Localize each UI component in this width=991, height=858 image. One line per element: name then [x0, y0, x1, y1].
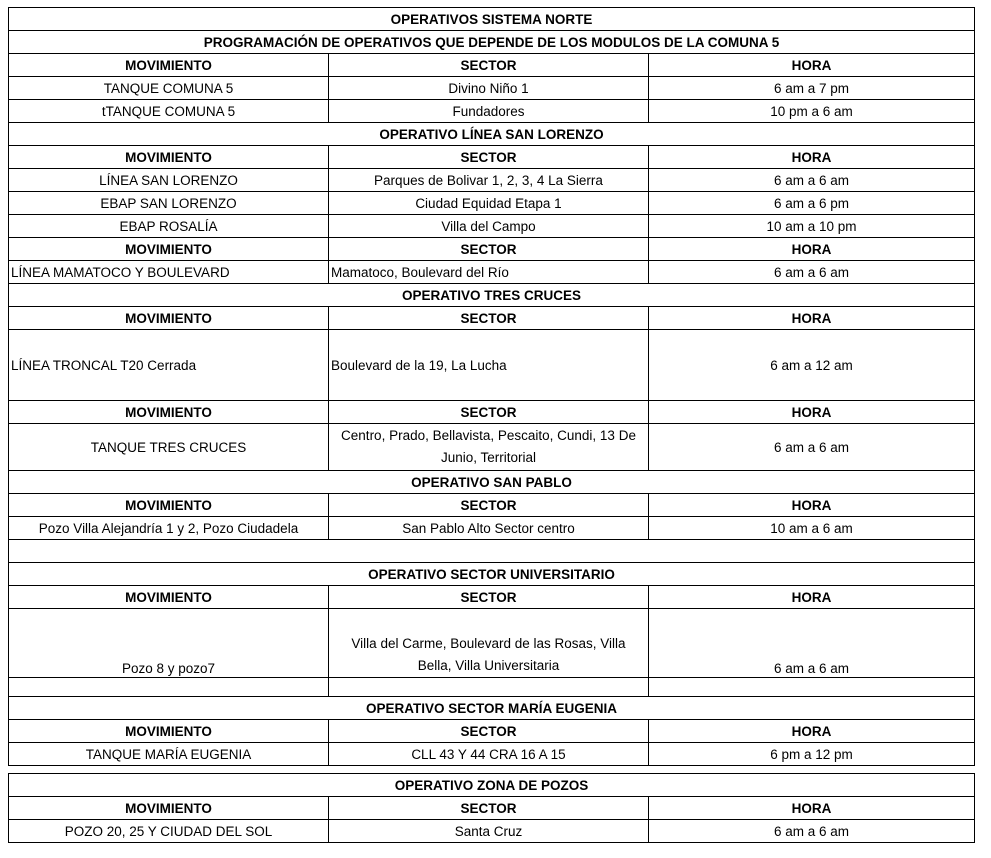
header-movimiento: MOVIMIENTO	[9, 307, 329, 330]
header-hora: HORA	[649, 797, 975, 820]
empty-row	[9, 540, 975, 563]
cell-movimiento: EBAP ROSALÍA	[9, 215, 329, 238]
header-movimiento: MOVIMIENTO	[9, 797, 329, 820]
header-hora: HORA	[649, 401, 975, 424]
header-movimiento: MOVIMIENTO	[9, 238, 329, 261]
header-hora: HORA	[649, 586, 975, 609]
cell-sector: Villa del Campo	[329, 215, 649, 238]
header-sector: SECTOR	[329, 494, 649, 517]
header-row	[9, 238, 975, 261]
cell-movimiento: TANQUE COMUNA 5	[9, 77, 329, 100]
header-sector: SECTOR	[329, 720, 649, 743]
table-row	[9, 517, 975, 540]
cell-movimiento: tTANQUE COMUNA 5	[9, 100, 329, 123]
header-sector: SECTOR	[329, 401, 649, 424]
cell-sector: Centro, Prado, Bellavista, Pescaito, Cundi, 13 De Junio, Territorial	[329, 424, 649, 471]
cell-sector: Villa del Carme, Boulevard de las Rosas, Villa Bella, Villa Universitaria	[329, 609, 649, 678]
header-hora: HORA	[649, 238, 975, 261]
header-sector: SECTOR	[329, 586, 649, 609]
header-row	[9, 720, 975, 743]
header-hora: HORA	[649, 54, 975, 77]
header-movimiento: MOVIMIENTO	[9, 401, 329, 424]
cell-movimiento: TANQUE MARÍA EUGENIA	[9, 743, 329, 766]
cell-sector: Divino Niño 1	[329, 77, 649, 100]
header-sector: SECTOR	[329, 307, 649, 330]
section-title-maria-eugenia: OPERATIVO SECTOR MARÍA EUGENIA	[9, 697, 975, 720]
table-row	[9, 169, 975, 192]
operativos-norte-table	[8, 7, 975, 766]
header-movimiento: MOVIMIENTO	[9, 494, 329, 517]
header-row	[9, 586, 975, 609]
cell-hora: 10 pm a 6 am	[649, 100, 975, 123]
table-row	[9, 609, 975, 678]
cell-hora: 10 am a 10 pm	[649, 215, 975, 238]
section-title-tres-cruces: OPERATIVO TRES CRUCES	[9, 284, 975, 307]
table-row	[9, 77, 975, 100]
table-row	[9, 743, 975, 766]
cell-hora: 6 am a 6 am	[649, 609, 975, 678]
cell-sector: Parques de Bolivar 1, 2, 3, 4 La Sierra	[329, 169, 649, 192]
table-subtitle: PROGRAMACIÓN DE OPERATIVOS QUE DEPENDE DE LOS MODULOS DE LA COMUNA 5	[9, 31, 975, 54]
cell-sector: Fundadores	[329, 100, 649, 123]
section-title-zona-pozos: OPERATIVO ZONA DE POZOS	[9, 774, 975, 797]
header-movimiento: MOVIMIENTO	[9, 146, 329, 169]
empty-row	[9, 678, 975, 697]
table-row	[9, 215, 975, 238]
table-row	[9, 100, 975, 123]
header-movimiento: MOVIMIENTO	[9, 54, 329, 77]
table-row	[9, 261, 975, 284]
header-sector: SECTOR	[329, 146, 649, 169]
header-row	[9, 494, 975, 517]
header-hora: HORA	[649, 494, 975, 517]
cell-hora: 6 am a 6 am	[649, 261, 975, 284]
header-hora: HORA	[649, 146, 975, 169]
table-row	[9, 192, 975, 215]
cell-movimiento: Pozo 8 y pozo7	[9, 609, 329, 678]
cell-sector: San Pablo Alto Sector centro	[329, 517, 649, 540]
header-sector: SECTOR	[329, 238, 649, 261]
cell-hora: 10 am a 6 am	[649, 517, 975, 540]
header-row	[9, 307, 975, 330]
cell-hora: 6 am a 6 am	[649, 424, 975, 471]
cell-movimiento: LÍNEA TRONCAL T20 Cerrada	[9, 330, 329, 401]
cell-hora: 6 pm a 12 pm	[649, 743, 975, 766]
cell-movimiento: LÍNEA SAN LORENZO	[9, 169, 329, 192]
section-title-universitario: OPERATIVO SECTOR UNIVERSITARIO	[9, 563, 975, 586]
table-row	[9, 820, 975, 843]
cell-hora: 6 am a 6 am	[649, 169, 975, 192]
cell-hora: 6 am a 12 am	[649, 330, 975, 401]
cell-sector: Mamatoco, Boulevard del Río	[329, 261, 649, 284]
header-hora: HORA	[649, 720, 975, 743]
header-hora: HORA	[649, 307, 975, 330]
section-title-san-pablo: OPERATIVO SAN PABLO	[9, 471, 975, 494]
header-row	[9, 401, 975, 424]
table-title: OPERATIVOS SISTEMA NORTE	[9, 8, 975, 31]
table-row	[9, 424, 975, 471]
table-row	[9, 330, 975, 401]
header-row	[9, 797, 975, 820]
zona-pozos-table	[8, 773, 975, 843]
cell-hora: 6 am a 6 pm	[649, 192, 975, 215]
header-movimiento: MOVIMIENTO	[9, 720, 329, 743]
header-row	[9, 54, 975, 77]
cell-sector: CLL 43 Y 44 CRA 16 A 15	[329, 743, 649, 766]
cell-movimiento: Pozo Villa Alejandría 1 y 2, Pozo Ciudadela	[9, 517, 329, 540]
cell-sector: Boulevard de la 19, La Lucha	[329, 330, 649, 401]
cell-movimiento: TANQUE TRES CRUCES	[9, 424, 329, 471]
header-sector: SECTOR	[329, 54, 649, 77]
cell-sector: Santa Cruz	[329, 820, 649, 843]
header-sector: SECTOR	[329, 797, 649, 820]
cell-hora: 6 am a 7 pm	[649, 77, 975, 100]
cell-movimiento: EBAP SAN LORENZO	[9, 192, 329, 215]
header-movimiento: MOVIMIENTO	[9, 586, 329, 609]
header-row	[9, 146, 975, 169]
cell-movimiento: LÍNEA MAMATOCO Y BOULEVARD	[9, 261, 329, 284]
cell-hora: 6 am a 6 am	[649, 820, 975, 843]
cell-sector: Ciudad Equidad Etapa 1	[329, 192, 649, 215]
cell-movimiento: POZO 20, 25 Y CIUDAD DEL SOL	[9, 820, 329, 843]
section-title-san-lorenzo: OPERATIVO LÍNEA SAN LORENZO	[9, 123, 975, 146]
